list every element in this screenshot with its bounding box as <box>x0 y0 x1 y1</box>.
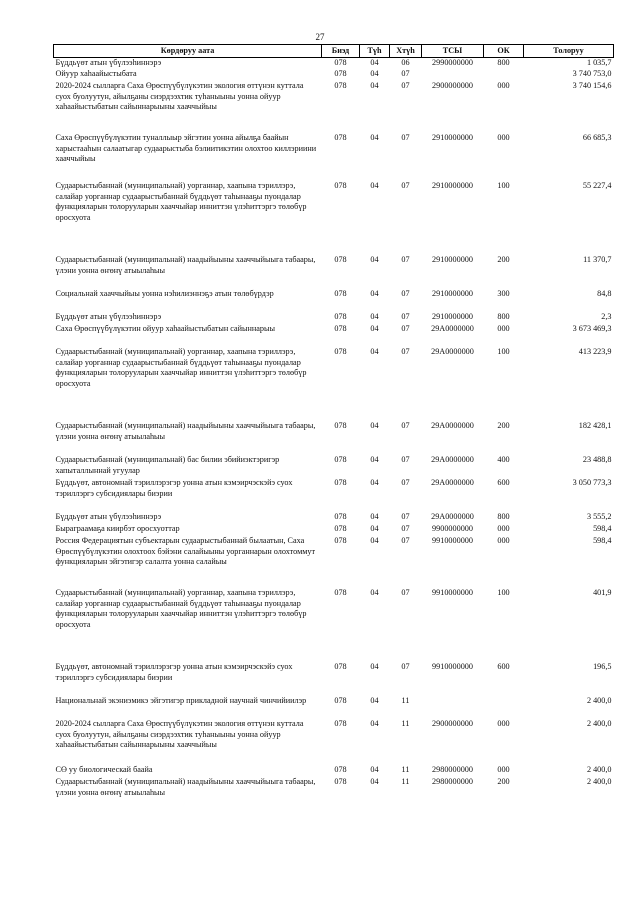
header-bizd: Биэд <box>322 45 360 58</box>
row-bizd: 078 <box>334 323 347 333</box>
row-bizd: 078 <box>334 311 347 321</box>
row-sum: 11 370,7 <box>583 254 612 264</box>
row-bizd: 078 <box>334 346 347 356</box>
row-khtuh: 07 <box>401 477 410 487</box>
row-sum: 413 223,9 <box>578 346 612 356</box>
row-bizd: 078 <box>334 58 347 67</box>
row-sum: 598,4 <box>593 535 612 545</box>
row-name: Национальнай экэниэмикэ эйгэтигэр прикладной научнай чинчийиилэр <box>55 695 307 705</box>
row-bizd: 078 <box>334 523 347 533</box>
row-name: Судаарыстыбаннай (муниципальнай) уорганнар, хаапына тэриллэрэ, салайар уорганнар судаарыстыбаннай бүддьүөт таhынааҕы пуондалар функцияларын толорууларын хааччыйар инниттэн үлэhиттэргэ төлөбүр оросхуота <box>55 587 307 630</box>
row-ok: 800 <box>497 311 510 321</box>
row-ok: 800 <box>497 511 510 521</box>
row-sum: 196,5 <box>593 661 612 671</box>
row-name: Судаарыстыбаннай (муниципальнай) наадыйыыны хааччыйыыга табаары, үлэни уонна өҥөнү атыылаhыы <box>55 776 316 797</box>
row-name: Судаарыстыбаннай (муниципальнай) бас билии эбийиэктэригэр хапыталлыннай угуулар <box>55 454 280 475</box>
row-sum: 3 050 773,3 <box>572 477 612 487</box>
row-tsy: 2900000000 <box>432 80 473 90</box>
table-row <box>54 536 614 588</box>
row-sum: 1 035,7 <box>586 58 612 67</box>
row-tuh: 04 <box>370 323 379 333</box>
row-tsy: 9910000000 <box>432 587 473 597</box>
row-bizd: 078 <box>334 511 347 521</box>
row-bizd: 078 <box>334 68 347 78</box>
row-sum: 598,4 <box>593 523 612 533</box>
row-tuh: 04 <box>370 58 379 67</box>
row-tsy <box>422 696 484 719</box>
row-khtuh: 07 <box>401 523 410 533</box>
row-sum: 66 685,3 <box>582 132 612 142</box>
row-khtuh: 07 <box>401 454 410 464</box>
row-khtuh: 07 <box>401 346 410 356</box>
table-row <box>54 478 614 512</box>
row-tuh: 04 <box>370 420 379 430</box>
row-ok: 000 <box>497 535 510 545</box>
row-ok: 000 <box>497 132 510 142</box>
row-tuh: 04 <box>370 180 379 190</box>
table-row <box>54 312 614 324</box>
row-khtuh: 07 <box>401 254 410 264</box>
row-name: Бүддьүөт атын үбүлээhиннэрэ <box>55 58 162 67</box>
row-name: Бүддьүөт атын үбүлээhиннэрэ <box>55 511 162 521</box>
table-row <box>54 524 614 536</box>
row-name: Судаарыстыбаннай (муниципальнай) наадыйыыны хааччыйыыга табаары, үлэни уонна өҥөнү атыылаhыы <box>55 420 316 441</box>
table-row <box>54 347 614 421</box>
row-name: Бүддьүөт атын үбүлээhиннэрэ <box>55 311 162 321</box>
row-khtuh: 11 <box>401 718 410 728</box>
row-khtuh: 07 <box>401 661 410 671</box>
table-row <box>54 289 614 312</box>
row-tsy: 29А0000000 <box>431 454 474 464</box>
row-bizd: 078 <box>334 718 347 728</box>
row-ok: 200 <box>497 420 510 430</box>
row-ok: 600 <box>497 477 510 487</box>
table-row <box>54 696 614 719</box>
row-name: Бүддьүөт, автономнай тэриллэрэгэр уонна атын кэмэирчэскэйэ суох тэриллэргэ субсидиялары биэрии <box>55 661 293 682</box>
row-tsy: 2990000000 <box>432 58 473 67</box>
row-name: Судаарыстыбаннай (муниципальнай) уорганнар, хаапына тэриллэрэ, салайар уорганнар судаарыстыбаннай бүддьүөт таhынааҕы пуондалар функцияларын толорууларын хааччыйар инниттэн үлэhиттэргэ төлөбүр оросхуота <box>55 180 307 223</box>
row-tsy: 2910000000 <box>432 180 473 190</box>
row-ok: 200 <box>497 776 510 786</box>
row-tuh: 04 <box>370 454 379 464</box>
row-bizd: 078 <box>334 776 347 786</box>
table-row <box>54 324 614 347</box>
row-tuh: 04 <box>370 311 379 321</box>
row-sum: 2,3 <box>601 311 612 321</box>
table-row <box>54 777 614 800</box>
row-tuh: 04 <box>370 535 379 545</box>
row-sum: 3 740 154,6 <box>572 80 612 90</box>
row-ok: 800 <box>497 58 510 67</box>
row-sum: 23 488,8 <box>582 454 612 464</box>
row-sum: 55 227,4 <box>582 180 612 190</box>
row-bizd: 078 <box>334 254 347 264</box>
row-ok: 000 <box>497 80 510 90</box>
row-name: 2020-2024 сылларга Саха Өрөспүүбүлүкэтин экология өттүнэн куттала суох буолуутун, айылҕаны сиэрдээхтик туhаныыны уонна ойуур хаhаайыстыбатын сайыннарыыны хааччыйыы <box>55 718 304 750</box>
row-tuh: 04 <box>370 718 379 728</box>
row-name: Судаарыстыбаннай (муниципальнай) уорганнар, хаапына тэриллэрэ, салайар уорганнар судаарыстыбаннай бүддьүөт таhынааҕы пуондалар функцияларын толорууларын хааччыйар инниттэн үлэhиттэргэ төлөбүр оросхуота <box>55 346 307 389</box>
row-ok <box>484 696 524 719</box>
header-sum: Толоруу <box>524 45 614 58</box>
row-khtuh: 07 <box>401 311 410 321</box>
row-ok: 100 <box>497 587 510 597</box>
row-name: Саха Өрөспүүбүлүкэтин ойуур хаhаайыстыбатын сайыннарыы <box>55 323 275 333</box>
table-row <box>54 133 614 181</box>
row-tuh: 04 <box>370 587 379 597</box>
row-khtuh: 07 <box>401 511 410 521</box>
row-tsy: 9900000000 <box>432 523 473 533</box>
table-row <box>54 455 614 478</box>
row-sum: 3 673 469,3 <box>572 323 612 333</box>
row-tsy: 29А0000000 <box>431 420 474 430</box>
row-tsy: 29А0000000 <box>431 511 474 521</box>
row-sum: 2 400,0 <box>586 695 612 705</box>
row-sum: 84,8 <box>597 288 612 298</box>
row-name: Саха Өрөспүүбүлүкэтин туналлыыр эйгэтин уонна айылҕа баайын харыстааhын салаатыгар судаарыстыба бэлиитикэтин олохтоо киллэриини хааччыйыы <box>55 132 317 164</box>
row-tuh: 04 <box>370 477 379 487</box>
row-tsy: 2910000000 <box>432 254 473 264</box>
row-tuh: 04 <box>370 776 379 786</box>
row-tsy: 2910000000 <box>432 311 473 321</box>
row-khtuh: 07 <box>401 420 410 430</box>
row-name: Ойуур хаhаайыстыбата <box>55 68 137 78</box>
row-tsy: 29А0000000 <box>431 346 474 356</box>
row-tuh: 04 <box>370 254 379 264</box>
row-tuh: 04 <box>370 346 379 356</box>
row-bizd: 078 <box>334 587 347 597</box>
table-row <box>54 255 614 289</box>
header-tsy: ТСЫ <box>422 45 484 58</box>
row-khtuh: 11 <box>401 776 410 786</box>
row-tsy <box>422 69 484 81</box>
row-bizd: 078 <box>334 180 347 190</box>
row-tsy: 2900000000 <box>432 718 473 728</box>
table-row <box>54 58 614 69</box>
table-row <box>54 421 614 455</box>
table-row <box>54 588 614 662</box>
row-name: СӨ уу биологическай баайа <box>55 764 153 774</box>
row-bizd: 078 <box>334 661 347 671</box>
row-tuh: 04 <box>370 288 379 298</box>
row-bizd: 078 <box>334 535 347 545</box>
row-bizd: 078 <box>334 477 347 487</box>
row-bizd: 078 <box>334 454 347 464</box>
row-bizd: 078 <box>334 764 347 774</box>
row-tsy: 2980000000 <box>432 776 473 786</box>
row-tsy: 29А0000000 <box>431 323 474 333</box>
row-ok <box>484 69 524 81</box>
row-name: Бүддьүөт, автономнай тэриллэрэгэр уонна атын кэмэирчэскэйэ суох тэриллэргэ субсидиялары биэрии <box>55 477 293 498</box>
row-tuh: 04 <box>370 132 379 142</box>
row-khtuh: 07 <box>401 587 410 597</box>
row-khtuh: 07 <box>401 323 410 333</box>
row-sum: 3 740 753,0 <box>572 68 612 78</box>
row-tsy: 9910000000 <box>432 661 473 671</box>
row-khtuh: 07 <box>401 535 410 545</box>
header-khtuh: Хтүh <box>390 45 422 58</box>
row-khtuh: 06 <box>401 58 410 67</box>
row-khtuh: 11 <box>401 695 410 705</box>
row-tuh: 04 <box>370 764 379 774</box>
row-sum: 2 400,0 <box>586 718 612 728</box>
row-ok: 400 <box>497 454 510 464</box>
page-number: 27 <box>315 32 325 42</box>
row-sum: 401,9 <box>593 587 612 597</box>
row-bizd: 078 <box>334 132 347 142</box>
row-sum: 2 400,0 <box>586 764 612 774</box>
table-row <box>54 512 614 524</box>
table-row <box>54 765 614 777</box>
row-ok: 000 <box>497 718 510 728</box>
budget-table <box>53 44 614 800</box>
row-name: 2020-2024 сылларга Саха Өрөспүүбүлүкэтин экология өттүнэн куттала суох буолуутун, айылҕаны сиэрдээхтик туhаныыны уонна ойуур хаhаайыстыбатын сайыннарыыны хааччыйыы <box>55 80 304 112</box>
row-ok: 000 <box>497 764 510 774</box>
row-ok: 200 <box>497 254 510 264</box>
row-tuh: 04 <box>370 511 379 521</box>
row-name: Судаарыстыбаннай (муниципальнай) наадыйыыны хааччыйыыга табаары, үлэни уонна өҥөнү атыылаhыы <box>55 254 316 275</box>
row-khtuh: 07 <box>401 132 410 142</box>
table-row <box>54 662 614 696</box>
row-ok: 000 <box>497 323 510 333</box>
row-bizd: 078 <box>334 420 347 430</box>
row-khtuh: 07 <box>401 180 410 190</box>
row-name: Социальнай хааччыйыы уонна нэhилиэннэҕэ атын төлөбүрдэр <box>55 288 274 298</box>
row-tuh: 04 <box>370 80 379 90</box>
row-tuh: 04 <box>370 523 379 533</box>
row-ok: 100 <box>497 180 510 190</box>
row-ok: 600 <box>497 661 510 671</box>
row-tsy: 2910000000 <box>432 288 473 298</box>
row-tuh: 04 <box>370 68 379 78</box>
row-khtuh: 07 <box>401 68 410 78</box>
row-sum: 3 555,2 <box>586 511 612 521</box>
table-row <box>54 81 614 133</box>
row-tuh: 04 <box>370 661 379 671</box>
row-khtuh: 07 <box>401 80 410 90</box>
row-khtuh: 11 <box>401 764 410 774</box>
row-sum: 182 428,1 <box>578 420 612 430</box>
row-bizd: 078 <box>334 288 347 298</box>
table-header-row <box>54 45 614 58</box>
row-tsy: 29А0000000 <box>431 477 474 487</box>
row-name: Быраграамаҕа киирбэт оросхуоттар <box>55 523 180 533</box>
header-name: Көрдөруу аата <box>54 45 322 58</box>
row-bizd: 078 <box>334 695 347 705</box>
row-tuh: 04 <box>370 695 379 705</box>
row-ok: 000 <box>497 523 510 533</box>
row-khtuh: 07 <box>401 288 410 298</box>
row-ok: 300 <box>497 288 510 298</box>
table-row <box>54 181 614 255</box>
row-sum: 2 400,0 <box>586 776 612 786</box>
row-bizd: 078 <box>334 80 347 90</box>
header-tuh: Түh <box>360 45 390 58</box>
table-row <box>54 69 614 81</box>
table-row <box>54 719 614 765</box>
header-ok: ОК <box>484 45 524 58</box>
row-tsy: 9910000000 <box>432 535 473 545</box>
row-name: Россия Федерациятын субъектарын судаарыстыбаннай былаатын, Саха Өрөспүүбүлүкэтин олохтоох бэйэни салайыыны уорганнарын олохтоммут функцияларын эйгэтигэр салалта уонна салайыы <box>55 535 316 567</box>
row-tsy: 2980000000 <box>432 764 473 774</box>
row-tsy: 2910000000 <box>432 132 473 142</box>
row-ok: 100 <box>497 346 510 356</box>
